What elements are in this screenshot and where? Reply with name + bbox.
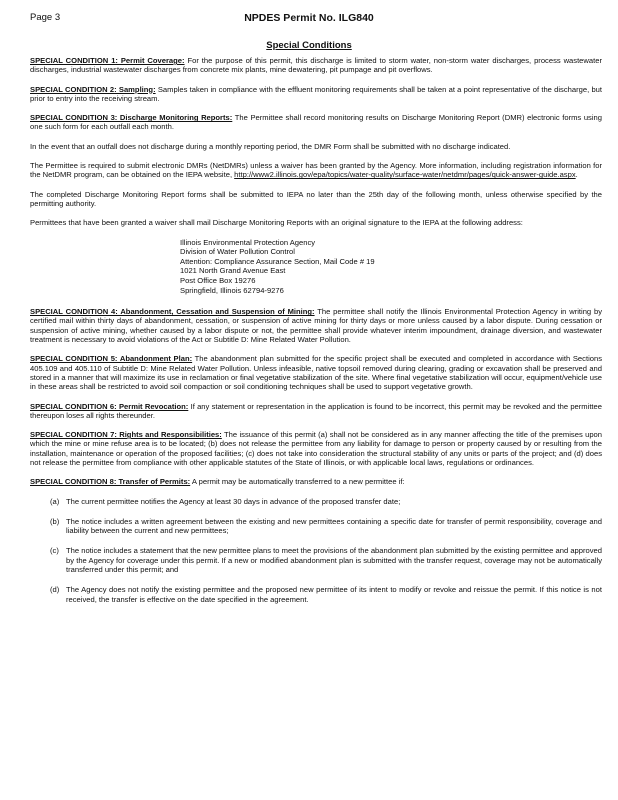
list-item-text: The Agency does not notify the existing permittee and the proposed new permittee of its intent to modify or revoke and reissue the permit. If this notice is not received, the transfer is effective on the date specified in the agreement. [66, 585, 602, 604]
condition-3-netdmr [30, 161, 602, 180]
condition-8 [30, 477, 602, 486]
condition-5 [30, 354, 602, 391]
condition-5-text: The abandonment plan submitted for the specific project shall be executed and completed in accordance with Sections 405.109 and 405.110 of Subtitle D: Mine Related Water Pollution. Unless infeasible, native topsoil removed during clearing, grading or excavation shall be preserved and stored in a manner that will maximize its use in reclamation or final vegetative stabilization of the site. Where final vegetative stabilization will occur, equipment/vehicle use in these areas shall be restricted to avoid soil compaction or soil conditioning techniques shall be used to support vegetative growth. [30, 354, 602, 392]
address-line: Post Office Box 19276 [180, 275, 256, 285]
condition-3-no-discharge: In the event that an outfall does not discharge during a monthly reporting period, the DMR Form shall be submitted with no discharge indicated. [30, 141, 511, 151]
condition-4 [30, 307, 602, 344]
transfer-conditions-list [50, 497, 602, 604]
condition-8-heading: SPECIAL CONDITION 8: Transfer of Permits: [30, 477, 191, 487]
condition-2 [30, 85, 602, 104]
condition-3-deadline: The completed Discharge Monitoring Report forms shall be submitted to IEPA no later than the 25th day of the following month, unless otherwise specified by the permitting authority. [30, 189, 602, 208]
condition-7-heading: SPECIAL CONDITION 7: Rights and Responsibilities: [30, 430, 222, 440]
condition-8-text: A permit may be automatically transferred to a new permittee if: [190, 477, 405, 487]
condition-6-heading: SPECIAL CONDITION 6: Permit Revocation: [30, 401, 189, 411]
condition-3 [30, 113, 602, 132]
list-item-label: (d) [50, 585, 60, 595]
list-item [50, 585, 602, 604]
list-item [50, 517, 602, 536]
condition-4-heading: SPECIAL CONDITION 4: Abandonment, Cessation and Suspension of Mining: [30, 307, 315, 317]
condition-3-heading: SPECIAL CONDITION 3: Discharge Monitoring Reports: [30, 113, 233, 123]
permit-title: NPDES Permit No. ILG840 [244, 12, 374, 24]
condition-1-heading: SPECIAL CONDITION 1: Permit Coverage: [30, 56, 185, 65]
condition-7-text: The issuance of this permit (a) shall not be considered as in any manner affecting the title of the premises upon which the mine or mine refuse area is to be located; (b) does not release the permittee from any liability for damage to person or property caused by or resulting from the installation, maintenance or operation of the proposed facilities; (c) does not take into consideration the structural stability of any units or parts of the project; and (d) does not release the permittee from compliance with other applicable statutes of the State of Illinois, or with applicable local laws, regulations or ordinances. [30, 430, 602, 467]
address-line: 1021 North Grand Avenue East [180, 266, 286, 276]
condition-1 [30, 56, 602, 75]
address-line: Attention: Compliance Assurance Section, Mail Code # 19 [180, 256, 375, 266]
list-item [50, 497, 602, 506]
address-line: Division of Water Pollution Control [180, 247, 295, 257]
mailing-address [180, 238, 602, 296]
netdmr-text: The Permittee is required to submit electronic DMRs (NetDMRs) unless a waiver has been granted by the Agency. More information, including registration information for the NetDMR program, can be obtained on the IEPA website, [30, 161, 602, 180]
section-title: Special Conditions [266, 40, 352, 51]
condition-4-text: The permittee shall notify the Illinois Environmental Protection Agency in writing by certified mail within thirty days of abandonment, cessation, or suspension of active mining for thirty days or more unless caused by a labor dispute. During cessation or suspension of active mining, whether caused by a labor dispute or not, the permittee shall provide whatever interim impoundment, drainage diversion, and wastewater treatment is necessary to avoid violations of the Act or Subtitle D: Mine Related Water Pollution. [30, 307, 602, 345]
list-item-label: (c) [50, 546, 59, 556]
address-line: Springfield, Illinois 62794-9276 [180, 285, 284, 295]
condition-2-heading: SPECIAL CONDITION 2: Sampling: [30, 84, 156, 94]
list-item [50, 546, 602, 574]
page-number: Page 3 [30, 12, 61, 23]
condition-6-text: If any statement or representation in the application is found to be incorrect, this permit may be revoked and the permittee thereupon loses all rights thereunder. [30, 401, 602, 420]
list-item-text: The notice includes a written agreement between the existing and new permittees containing a specific date for transfer of permit responsibility, coverage and liability between the current and new permittees; [66, 516, 602, 536]
condition-5-heading: SPECIAL CONDITION 5: Abandonment Plan: [30, 354, 193, 364]
list-item-label: (a) [50, 496, 60, 506]
condition-1-text: For the purpose of this permit, this discharge is limited to storm water, non-storm water discharges, process wastewater discharges, industrial wastewater discharges from concrete mix plants, mine dewatering, pit pumpage and pit overflows. [30, 56, 602, 75]
condition-7 [30, 430, 602, 467]
document-body [30, 56, 602, 615]
address-line: Illinois Environmental Protection Agency [180, 237, 316, 247]
list-item-label: (b) [50, 516, 60, 526]
list-item-text: The current permittee notifies the Agency at least 30 days in advance of the proposed transfer date; [66, 496, 401, 506]
netdmr-text-end: . [575, 170, 578, 180]
condition-3-text: The Permittee shall record monitoring results on Discharge Monitoring Report (DMR) electronic forms using one such form for each outfall each month. [30, 113, 602, 132]
iepa-website-link[interactable]: http://www2.illinois.gov/epa/topics/water-quality/surface-water/netdmr/pages/quick-answer-guide.aspx [234, 170, 576, 180]
condition-6 [30, 402, 602, 421]
condition-3-waiver: Permittees that have been granted a waiver shall mail Discharge Monitoring Reports with an original signature to the IEPA at the following address: [30, 218, 523, 228]
list-item-text: The notice includes a statement that the new permittee plans to meet the provisions of the abandonment plan submitted by the existing permittee and approved by the Agency for coverage under this permit. If a new or modified abandonment plan is submitted with the transfer request, coverage may not be automatically transferred under this permit; and [66, 546, 602, 575]
condition-2-text: Samples taken in compliance with the effluent monitoring requirements shall be taken at a point representative of the discharge, but prior to entry into the receiving stream. [30, 84, 602, 103]
